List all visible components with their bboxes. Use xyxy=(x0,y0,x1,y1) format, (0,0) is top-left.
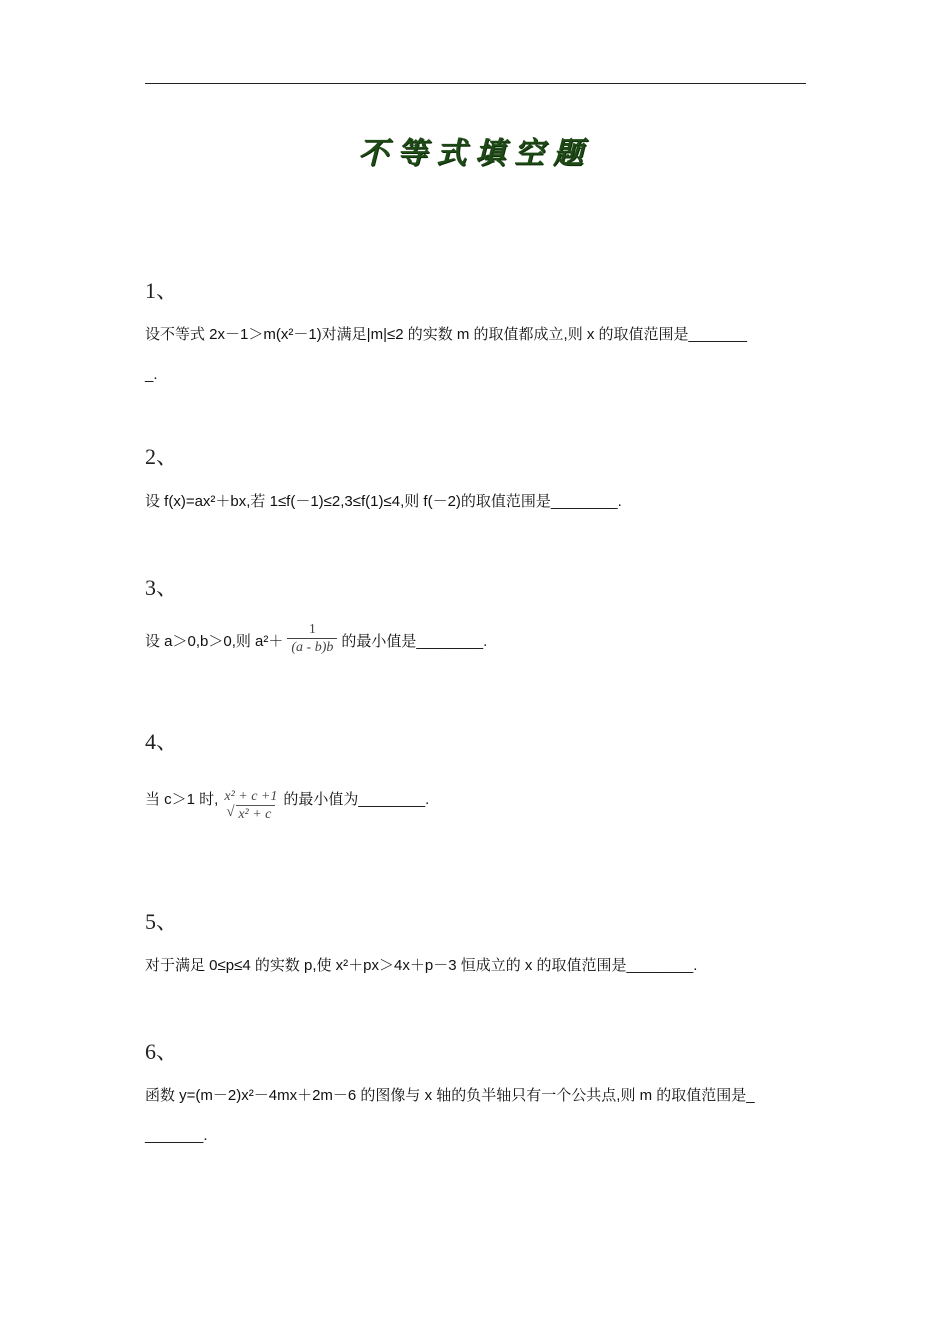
question-4-fraction xyxy=(220,789,281,824)
question-2-text: 设 f(x)=ax²＋bx,若 1≤f(－1)≤2,3≤f(1)≤4,则 f(－2)的取值范围是________. xyxy=(145,493,622,510)
question-3-fraction xyxy=(287,622,337,657)
question-1-line-2: _. xyxy=(145,366,158,383)
question-5-text: 对于满足 0≤p≤4 的实数 p,使 x²＋px＞4x＋p－3 恒成立的 x 的取值范围是________. xyxy=(145,957,698,974)
question-3-prefix: 设 a＞0,b＞0,则 a²＋ xyxy=(145,633,284,650)
question-3-numerator: 1 xyxy=(308,621,316,637)
question-6-line-2: _______. xyxy=(145,1127,208,1144)
question-3-text xyxy=(145,622,810,662)
question-4-number: 4、 xyxy=(145,729,179,754)
question-1-text xyxy=(145,315,810,395)
question-5-number: 5、 xyxy=(145,909,179,934)
question-4-denominator: √ x² + c xyxy=(236,805,275,824)
question-6-line-1: 函数 y=(m－2)x²－4mx＋2m－6 的图像与 x 轴的负半轴只有一个公共点,则 m 的取值范围是_ xyxy=(145,1087,755,1104)
question-1-number: 1、 xyxy=(145,278,179,303)
question-6-number: 6、 xyxy=(145,1039,179,1064)
question-3-denominator: (a - b)b xyxy=(287,638,337,657)
question-4-suffix: 的最小值为________. xyxy=(283,791,430,808)
question-1-line-1: 设不等式 2x－1＞m(x²－1)对满足|m|≤2 的实数 m 的取值都成立,则 x 的取值范围是_______ xyxy=(145,326,747,343)
question-2-number: 2、 xyxy=(145,444,179,469)
question-3-number: 3、 xyxy=(145,575,179,600)
document-title: 不等式填空题 xyxy=(358,136,592,171)
question-4-prefix: 当 c＞1 时, xyxy=(145,791,219,808)
question-4-text xyxy=(145,780,810,820)
question-6-text xyxy=(145,1076,810,1156)
header-rule xyxy=(145,83,806,84)
question-3-suffix: 的最小值是________. xyxy=(341,633,488,650)
question-4-numerator: x² + c +1 xyxy=(224,788,278,804)
